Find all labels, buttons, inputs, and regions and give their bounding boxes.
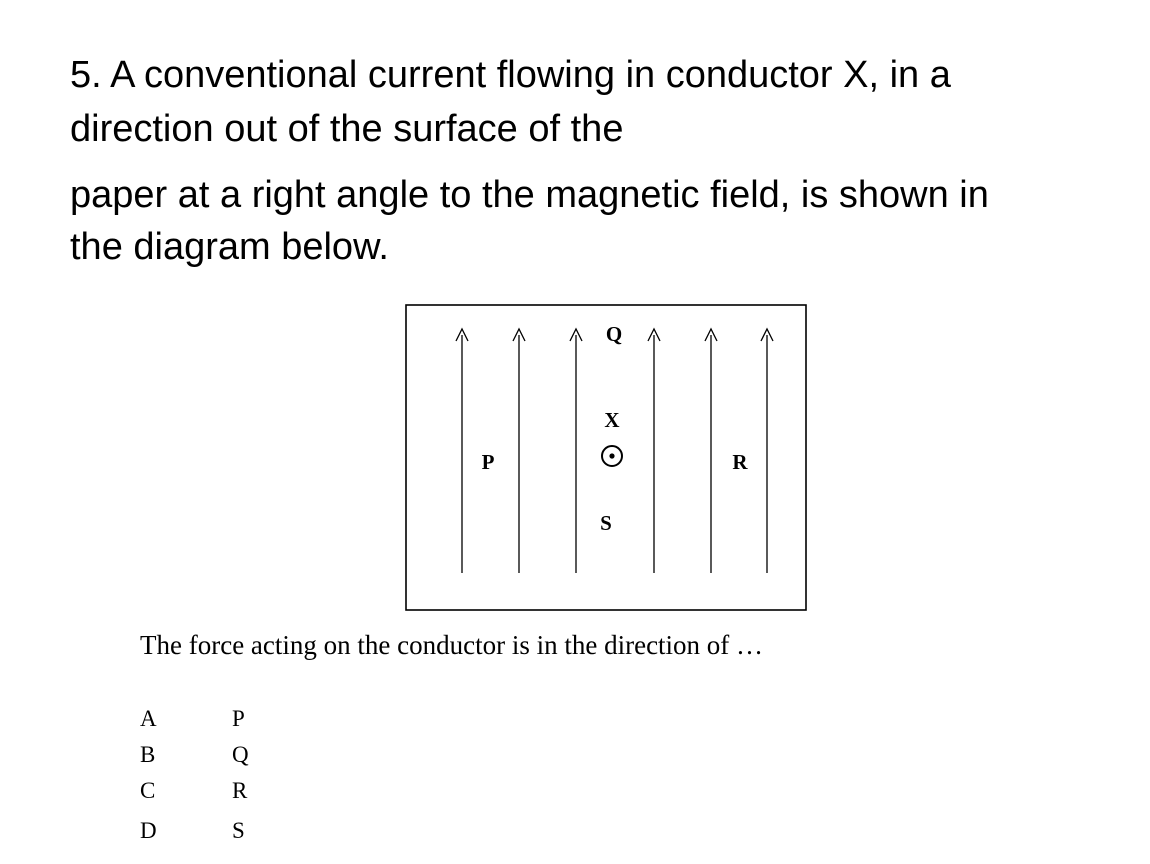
label-p: P [481,450,495,474]
question-line-2: direction out of the surface of the [70,108,624,150]
option-d-answer: S [232,818,245,843]
option-d-letter: D [140,818,157,843]
option-a-answer: P [232,706,245,731]
question-line-3: paper at a right angle to the magnetic field, is shown in [70,174,989,216]
field-line-arrow [705,329,717,573]
conductor-x-dot-symbol [602,446,622,466]
question-line-4: the diagram below. [70,226,389,268]
field-line-arrow [761,329,773,573]
question-prompt: The force acting on the conductor is in the direction of … [140,630,764,660]
label-x: X [604,408,620,432]
option-b-letter: B [140,742,156,767]
field-line-arrow [648,329,660,573]
option-c-answer: R [232,778,248,803]
label-q: Q [605,322,623,346]
question-line-1: 5. A conventional current flowing in conductor X, in a [70,54,951,96]
option-c-letter: C [140,778,156,803]
field-line-arrow [570,329,582,573]
magnetic-field-diagram [404,303,808,613]
field-lines [456,329,773,573]
option-a-letter: A [140,706,157,731]
field-line-arrow [513,329,525,573]
field-line-arrow [456,329,468,573]
option-b-answer: Q [232,742,249,767]
label-s: S [600,511,612,535]
conductor-dot [609,453,614,458]
label-r: R [732,450,748,474]
